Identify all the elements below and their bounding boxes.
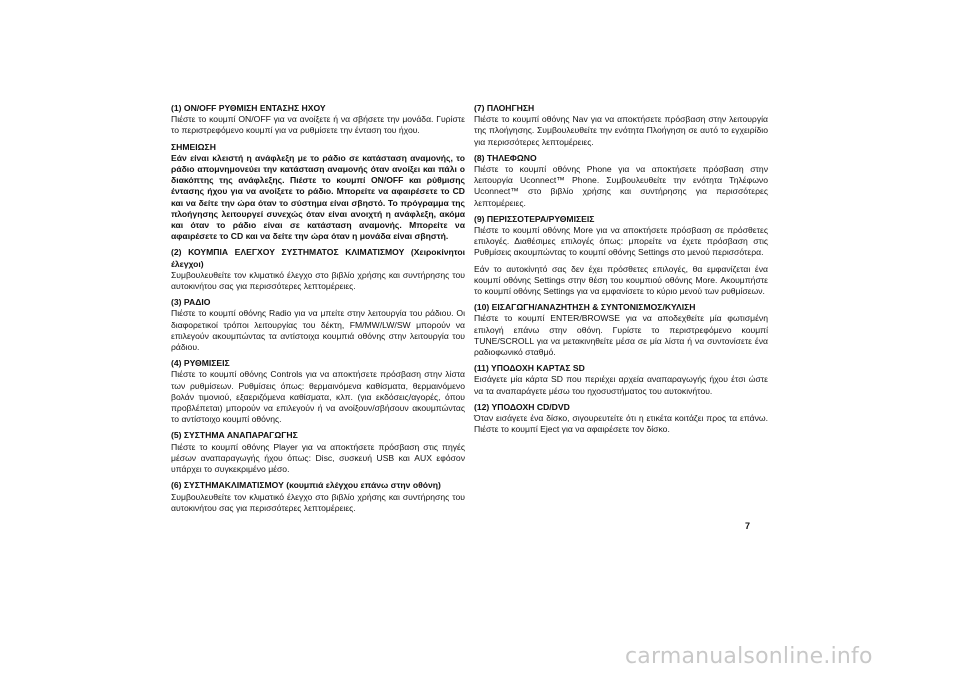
page-number: 7 [745, 521, 751, 531]
section-climate-buttons [171, 247, 465, 292]
section-title: (4) ΡΥΘΜΙΣΕΙΣ [171, 358, 230, 369]
section-title: ΣΗΜΕΙΩΣΗ [171, 141, 216, 152]
note-text: Εάν είναι κλειστή η ανάφλεξη με το ράδιο σε κατάσταση αναμονής, το ράδιο απομνημονεύει την κατάσταση αναμονής όταν ανοίξει και πάλι ο διακόπτης της ανάφλεξης. Πιέστε το κουμπί ON/OFF και ρύθμισης έντασης ήχου για να ανοίξετε το ράδιο. Μπορείτε να αφαιρέσετε το CD και να δείτε την ώρα όταν το σύστημα είναι σβηστό. Το πρόγραμμα της πλοήγησης λειτουργεί συνεχώς όταν είναι ανοιχτή η ανάφλεξη, ακόμα και όταν το ράδιο είναι σε κατάσταση αναμονής. Μπορείτε να αφαιρέσετε το CD και να δείτε την ώρα όταν η μονάδα είναι σβηστή. [171, 152, 465, 242]
section-sd-slot [474, 363, 768, 397]
left-column [171, 103, 465, 519]
section-text: Συμβουλευθείτε τον κλιματικό έλεγχο στο βιβλίο χρήσης και συντήρησης του αυτοκινήτου σας για περισσότερες λεπτομέρειες. [171, 269, 465, 292]
section-text: Πιέστε το κουμπί οθόνης Nav για να αποκτήσετε πρόσβαση στην λειτουργία της πλοήγησης. Συμβουλευθείτε την ενότητα Πλοήγηση σε αυτό το εγχειρίδιο για περισσότερες λεπτομέρειες. [474, 114, 768, 147]
section-text: Πιέστε το κουμπί οθόνης More για να αποκτήσετε πρόσβαση σε πρόσθετες επιλογές. Διαθέσιμες επιλογές όπως: μπορείτε να έχετε πρόσβαση στις Ρυθμίσεις ακουμπώντας το κουμπί οθόνης Settings στο μενού περισσότερα. [474, 225, 768, 258]
section-navigation [474, 103, 768, 148]
section-title: (2) ΚΟΥΜΠΙΑ ΕΛΕΓΧΟΥ ΣΥΣΤΗΜΑΤΟΣ ΚΛΙΜΑΤΙΣΜΟΥ (Χειροκίνητοι έλεγχοι) [171, 247, 465, 269]
section-on-off [171, 103, 465, 137]
section-text: Όταν εισάγετε ένα δίσκο, σιγουρευτείτε ότι η ετικέτα κοιτάζει προς τα επάνω. Πιέστε το κουμπί Eject για να αφαιρέσετε τον δίσκο. [474, 413, 768, 435]
section-cd-dvd-slot [474, 402, 768, 436]
section-text: Πιέστε το κουμπί οθόνης Radio για να μπείτε στην λειτουργία του ράδιου. Οι διαφορετικοί τρόποι λειτουργίας του δέκτη, FM/MW/LW/SW μπορούν να επιλεγούν ακουμπώντας τα αντίστοιχα κουμπιά οθόνης στην λειτουργία του ράδιου. [171, 308, 465, 353]
watermark: carmanualsonline.info [625, 644, 873, 669]
section-text: Πιέστε το κουμπί ENTER/BROWSE για να αποδεχθείτε μία φωτισμένη επιλογή επάνω στην οθόνη. Γυρίστε το περιστρεφόμενο κουμπί TUNE/SCROLL για να μετακινηθείτε μέσα σε μία λίστα ή να συντονίσετε ένα ραδιοφωνικό σταθμό. [474, 313, 768, 358]
section-title: (9) ΠΕΡΙΣΣΟΤΕΡΑ/ΡΥΘΜΙΣΕΙΣ [474, 213, 595, 224]
section-title: (8) ΤΗΛΕΦΩΝΟ [474, 152, 537, 163]
section-settings [171, 358, 465, 425]
section-radio [171, 297, 465, 353]
section-note [171, 142, 465, 243]
section-title: (3) ΡΑΔΙΟ [171, 297, 211, 308]
section-player [171, 430, 465, 475]
section-title: (6) ΣΥΣΤΗΜΑΚΛΙΜΑΤΙΣΜΟΥ (κουμπιά ελέγχου επάνω στην οθόνη) [171, 480, 441, 491]
section-climate-screen [171, 480, 465, 514]
section-title: (10) ΕΙΣΑΓΩΓΗ/ΑΝΑΖΗΤΗΣΗ & ΣΥΝΤΟΝΙΣΜΟΣ/ΚΥΛΙΣΗ [474, 302, 696, 313]
section-text: Πιέστε το κουμπί οθόνης Controls για να αποκτήσετε πρόσβαση στην λίστα των ρυθμίσεων. Ρυθμίσεις όπως: θερμαινόμενα καθίσματα, θερμαινόμενο βολάν τιμονιού, εξαεριζόμενα καθίσματα, κλπ. (για εκδόσεις/αγορές, όπου προβλέπεται) μπορούν να επιλεγούν ή να ανοίξουν/σβήσουν ακουμπώντας το αντίστοιχο κουμπί οθόνης. [171, 369, 465, 425]
section-title: (11) ΥΠΟΔΟΧΗ ΚΑΡΤΑΣ SD [474, 363, 585, 374]
section-text: Πιέστε το κουμπί οθόνης Phone για να αποκτήσετε πρόσβαση στην λειτουργία Uconnect™ Phone. Συμβουλευθείτε την ενότητα Τηλέφωνο Uconnect™ στο βιβλίο χρήσης και συντήρησης για περισσότερες λεπτομέρειες. [474, 164, 768, 208]
section-text: Εάν το αυτοκίνητό σας δεν έχει πρόσθετες επιλογές, θα εμφανίζεται ένα κουμπί οθόνης Settings στην θέση του κουμπιού οθόνης More. Ακουμπήστε το κουμπί οθόνης Settings για να εμφανίσετε το κύριο μενού των ρυθμίσεων. [474, 263, 768, 297]
section-title: (1) ON/OFF ΡΥΘΜΙΣΗ ΕΝΤΑΣΗΣ ΗΧΟΥ [171, 103, 326, 113]
section-text: Συμβουλευθείτε τον κλιματικό έλεγχο στο βιβλίο χρήσης και συντήρησης του αυτοκινήτου σας για περισσότερες λεπτομέρειες. [171, 491, 465, 513]
section-title: (12) ΥΠΟΔΟΧΗ CD/DVD [474, 401, 570, 412]
right-column [474, 103, 768, 440]
section-text: Εισάγετε μία κάρτα SD που περιέχει αρχεία αναπαραγωγής ήχου έτσι ώστε να τα αναπαράγετε μέσω του ηχοσυστήματος του αυτοκινήτου. [474, 374, 768, 396]
section-enter-browse [474, 302, 768, 358]
section-text: Πιέστε το κουμπί ON/OFF για να ανοίξετε ή να σβήσετε την μονάδα. Γυρίστε το περιστρεφόμενο κουμπί για να ρυθμίσετε την ένταση του ήχου. [171, 114, 465, 136]
section-title: (7) ΠΛΟΗΓΗΣΗ [474, 103, 535, 113]
section-title: (5) ΣΥΣΤΗΜΑ ΑΝΑΠΑΡΑΓΩΓΗΣ [171, 430, 298, 441]
section-text: Πιέστε το κουμπί οθόνης Player για να αποκτήσετε πρόσβαση στις πηγές μέσων αναπαραγωγής ήχου όπως: Disc, συσκευή USB και AUX εφόσον υπάρχει το συγκεκριμένο μέσο. [171, 441, 465, 475]
section-phone [474, 153, 768, 209]
section-more-settings [474, 214, 768, 297]
